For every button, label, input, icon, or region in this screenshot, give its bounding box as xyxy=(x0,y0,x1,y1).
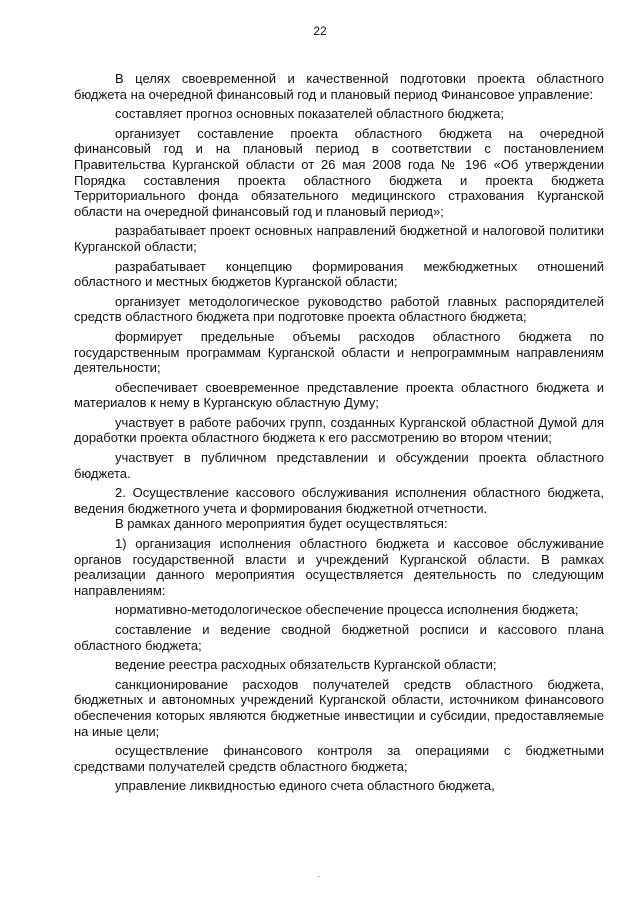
paragraph-forecast: составляет прогноз основных показателей областного бюджета; xyxy=(115,106,505,122)
paragraph-submission: обеспечивает своевременное представление проекта областного бюджета и материалов к нему в Курганскую областную Думу; xyxy=(74,379,604,411)
paragraph-organizes-draft: организует составление проекта областного бюджета на очередной финансовый год и на плановый период в соответствии с постановлением Правительства Курганской области от 26 мая 2008 года № 196 «Об утверждении Порядка составления проекта областного бюджета и проекта бюджета Территориального фонда обязательного медицинского страхования Курганской области на очередной финансовый год и плановый период»; xyxy=(74,125,604,219)
paragraph-section-2: 2. Осуществление кассового обслуживания исполнения областного бюджета, ведения бюджетного учета и формирования бюджетной отчетности. xyxy=(74,485,604,516)
paragraph-liquidity: управление ликвидностью единого счета областного бюджета, xyxy=(115,778,495,794)
scan-speck xyxy=(318,876,320,877)
document-body xyxy=(74,71,604,794)
paragraph-tax-policy: разрабатывает проект основных направлений бюджетной и налоговой политики Курганской области; xyxy=(74,223,604,254)
paragraph-activity-intro: В рамках данного мероприятия будет осуществляться: xyxy=(115,516,448,532)
paragraph-item-1: 1) организация исполнения областного бюджета и кассовое обслуживание органов государственной власти и учреждений Курганской области. В рамках реализации данного мероприятия осуществляется деятельность по следующим направлениям: xyxy=(74,536,604,598)
paragraph-methodology: организует методологическое руководство работой главных распорядителей средств областного бюджета при подготовке проекта областного бюджета; xyxy=(74,293,604,325)
paragraph-registry: ведение реестра расходных обязательств Курганской области; xyxy=(115,657,497,673)
paragraph-expense-limits: формирует предельные объемы расходов областного бюджета по государственным программам Курганской области и непрограммным направлениям деятельности; xyxy=(74,328,604,376)
paragraph-authorization: санкционирование расходов получателей средств областного бюджета, бюджетных и автономных учреждений Курганской области, источником финансового обеспечения которых являются бюджетные инвестиции и субсидии, предоставляемые на иные цели; xyxy=(74,676,604,739)
paragraph-intro: В целях своевременной и качественной подготовки проекта областного бюджета на очередной финансовый год и плановый период Финансовое управление: xyxy=(74,71,604,102)
paragraph-public-presentation: участвует в публичном представлении и обсуждении проекта областного бюджета. xyxy=(74,450,604,481)
paragraph-interbudget-concept: разрабатывает концепцию формирования межбюджетных отношений областного и местных бюджетов Курганской области; xyxy=(74,258,604,290)
paragraph-normative: нормативно-методологическое обеспечение процесса исполнения бюджета; xyxy=(115,602,579,618)
page-number: 22 xyxy=(313,24,327,38)
paragraph-working-groups: участвует в работе рабочих групп, созданных Курганской областной Думой для доработки проекта областного бюджета к его рассмотрению во втором чтении; xyxy=(74,414,604,446)
paragraph-financial-control: осуществление финансового контроля за операциями с бюджетными средствами получателей средств областного бюджета; xyxy=(74,743,604,774)
paragraph-budget-list: составление и ведение сводной бюджетной росписи и кассового плана областного бюджета; xyxy=(74,622,604,653)
